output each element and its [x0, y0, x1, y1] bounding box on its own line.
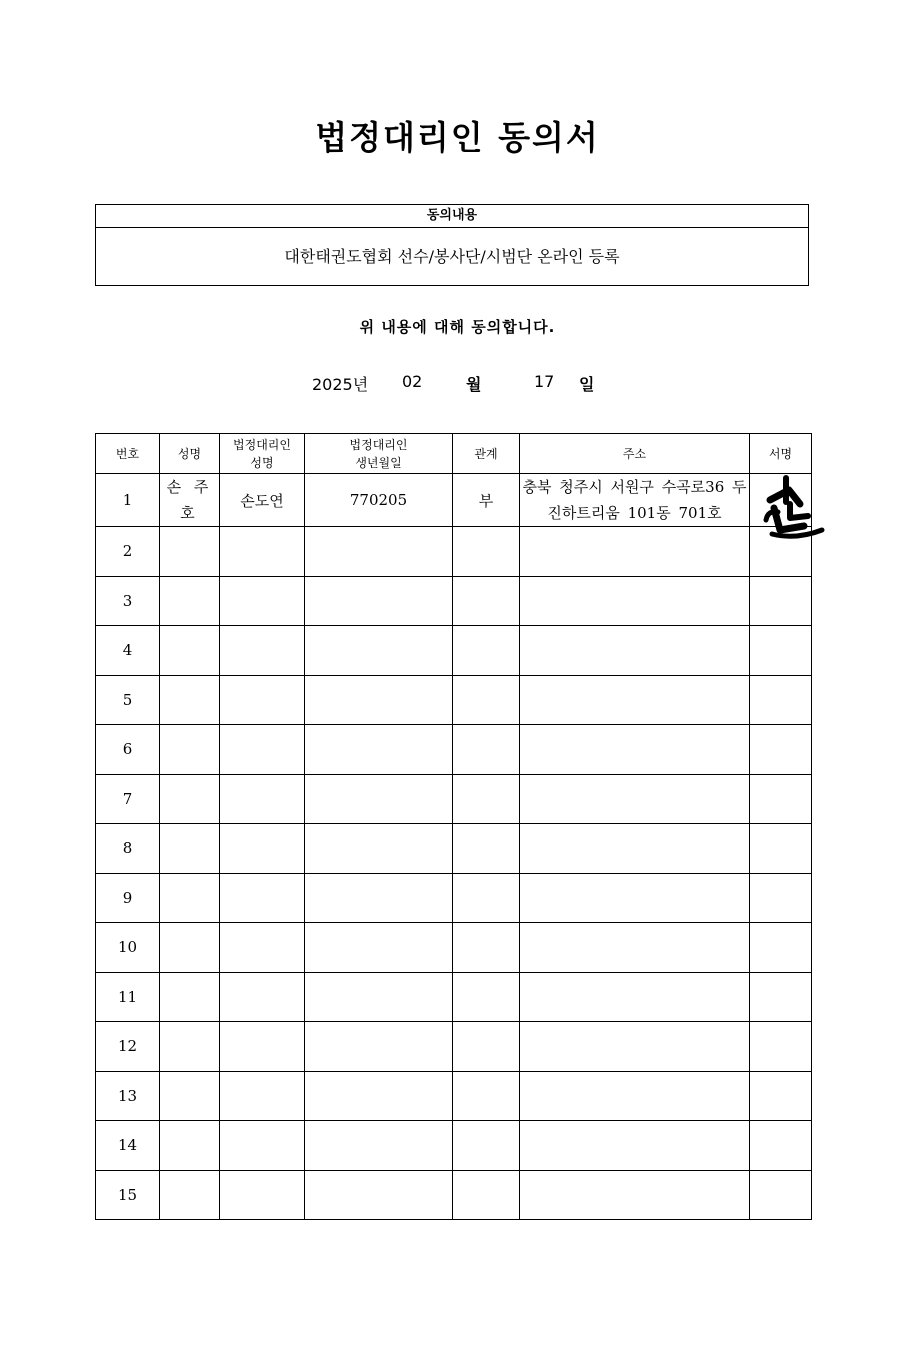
- table-row: [96, 626, 812, 676]
- consent-text: 대한태권도협회 선수/봉사단/시범단 온라인 등록: [284, 247, 620, 266]
- table-row: [96, 1170, 812, 1220]
- cell-signature: [750, 474, 812, 527]
- table-row: [96, 1121, 812, 1171]
- guardian-table: [95, 433, 812, 1220]
- table-row: [96, 1071, 812, 1121]
- header-guardian-name: 법정대리인 성명: [220, 434, 305, 474]
- table-row: [96, 923, 812, 973]
- cell-no: 2: [96, 527, 160, 577]
- date-day-unit: 일: [579, 375, 595, 394]
- cell-no: 8: [96, 824, 160, 874]
- table-row: [96, 474, 812, 527]
- consent-box: [95, 204, 809, 286]
- table-row: [96, 873, 812, 923]
- cell-no: 1: [96, 474, 160, 527]
- date-year: 2025년: [312, 375, 369, 394]
- cell-no: 15: [96, 1170, 160, 1220]
- cell-relation: 부: [453, 474, 520, 527]
- header-address: 주소: [520, 434, 750, 474]
- cell-no: 14: [96, 1121, 160, 1171]
- table-row: [96, 725, 812, 775]
- cell-no: 11: [96, 972, 160, 1022]
- cell-no: 4: [96, 626, 160, 676]
- table-row: [96, 972, 812, 1022]
- header-no: 번호: [96, 434, 160, 474]
- cell-guardian-name: 손도연: [220, 474, 305, 527]
- cell-no: 13: [96, 1071, 160, 1121]
- date-month-value: 02: [402, 372, 423, 391]
- table-row: [96, 774, 812, 824]
- table-row: [96, 527, 812, 577]
- table-row: [96, 576, 812, 626]
- header-name: 성명: [160, 434, 220, 474]
- header-relation: 관계: [453, 434, 520, 474]
- consent-header: 동의내용: [96, 205, 808, 228]
- header-guardian-birth: 법정대리인 생년월일: [305, 434, 453, 474]
- handwritten-signature: [756, 460, 826, 546]
- table-row: [96, 824, 812, 874]
- header-signature: 서명: [750, 434, 812, 474]
- date-month-unit: 월: [466, 375, 482, 394]
- cell-address: 충북 청주시 서원구 수곡로36 두진하트리움 101동 701호: [520, 474, 750, 527]
- cell-no: 10: [96, 923, 160, 973]
- cell-no: 6: [96, 725, 160, 775]
- cell-no: 3: [96, 576, 160, 626]
- table-header-row: [96, 434, 812, 474]
- agree-statement: 위 내용에 대해 동의합니다.: [359, 318, 556, 336]
- cell-no: 9: [96, 873, 160, 923]
- cell-guardian-birth: 770205: [305, 474, 453, 527]
- cell-name: 손 주 호: [160, 474, 220, 527]
- table-row: [96, 675, 812, 725]
- date-day-value: 17: [534, 372, 555, 391]
- table-row: [96, 1022, 812, 1072]
- cell-no: 7: [96, 774, 160, 824]
- cell-no: 5: [96, 675, 160, 725]
- document-title: 법정대리인 동의서: [315, 118, 600, 157]
- cell-no: 12: [96, 1022, 160, 1072]
